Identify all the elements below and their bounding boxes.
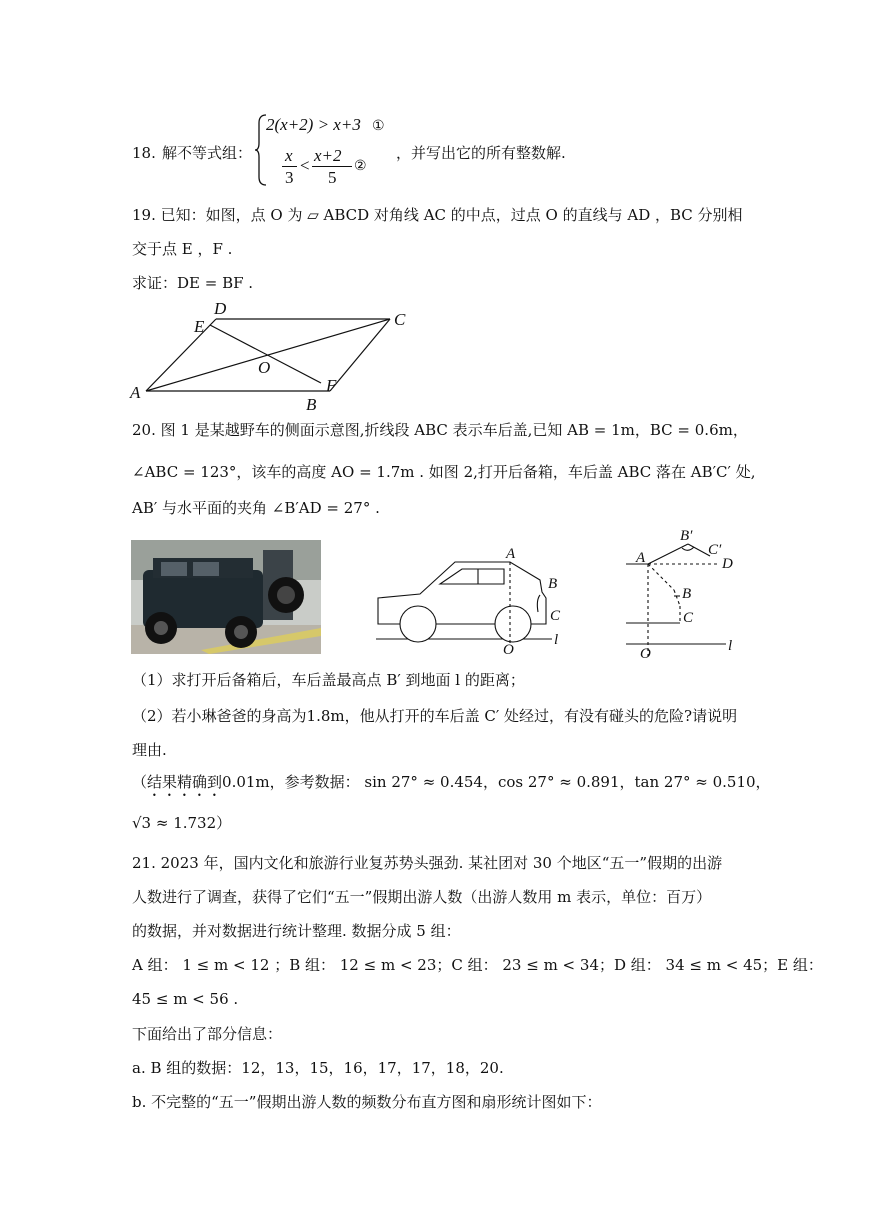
q20-part-2b: 理由. [132, 741, 167, 759]
q20-figure-2 [620, 526, 750, 662]
q18-circle-2: ② [354, 158, 367, 174]
q20-note-open: （ [132, 773, 148, 791]
fig2-label-A: A [636, 550, 646, 566]
q20-note-last: √3 ≈ 1.732） [132, 814, 232, 832]
fig2-label-D: D [722, 556, 733, 572]
q20-note-rest: 0.01m，参考数据： sin 27° ≈ 0.454，cos 27° ≈ 0.891，tan 27° ≈ 0.510， [222, 773, 771, 791]
q18-frac-right-num: x+2 [314, 146, 342, 165]
q21-line-6: 下面给出了部分信息： [132, 1025, 283, 1043]
q21-line-3: 的数据，并对数据进行统计整理. 数据分成 5 组： [132, 922, 461, 940]
q21-line-5: 45 ≤ m < 56 . [132, 990, 239, 1008]
q18-inequality-1: 2(x+2) > x+3 [266, 115, 361, 134]
q20-part-1: （1）求打开后备箱后，车后盖最高点 B′ 到地面 l 的距离； [132, 671, 525, 689]
fig2-label-C: C [683, 610, 694, 626]
q21-line-8: b. 不完整的“五一”假期出游人数的频数分布直方图和扇形统计图如下： [132, 1093, 602, 1111]
fig1-label-B: B [548, 576, 558, 592]
q18-frac-right-bar [312, 166, 352, 167]
fig2-label-B: B [682, 586, 692, 602]
q18-circle-1: ① [372, 118, 385, 134]
q20-line-2: ∠ABC = 123°，该车的高度 AO = 1.7m . 如图 2,打开后备箱，车后盖 ABC 落在 AB′C′ 处, [132, 463, 756, 481]
q18-ineq2-op: < [300, 156, 310, 175]
fig1-label-C: C [550, 608, 561, 624]
q19-line-1: 19. 已知：如图，点 O 为 ▱ ABCD 对角线 AC 的中点，过点 O 的直线与 AD ，BC 分别相 [132, 206, 743, 224]
fig2-label-l: l [728, 638, 733, 654]
q20-part-2a: （2）若小琳爸爸的身高为1.8m，他从打开的车后盖 C′ 处经过，有没有碰头的危险?请说明 [132, 707, 738, 725]
q20-note-dotted: 结果精确到 [147, 773, 223, 791]
fig2-label-O: O [640, 646, 651, 662]
car-window [440, 569, 504, 584]
label-C: C [394, 310, 406, 329]
q18-frac-right-den: 5 [328, 168, 337, 187]
q21-line-1: 21. 2023 年，国内文化和旅游行业复苏势头强劲. 某社团对 30 个地区“五一”假期的出游 [132, 854, 723, 872]
q20-note [132, 772, 771, 800]
q19-line-3: 求证：DE = BF . [132, 274, 254, 292]
q18-frac-left-bar [282, 166, 297, 167]
side-bc [330, 319, 390, 391]
segment-ab-prime [648, 544, 688, 564]
segment-b-prime-c-prime [688, 544, 710, 556]
label-F: F [326, 376, 337, 395]
q19-parallelogram-figure [128, 298, 418, 414]
q20-figure-1-car [368, 540, 578, 658]
q21-line-7: a. B 组的数据：12，13，15，16，17，17，18，20. [132, 1059, 504, 1077]
label-E: E [194, 317, 205, 336]
fig1-label-l: l [554, 632, 559, 648]
q18-number: 18. [132, 144, 156, 162]
label-B: B [306, 395, 317, 414]
label-D: D [214, 299, 227, 318]
fig1-label-O: O [503, 642, 514, 658]
label-A: A [130, 383, 141, 402]
fig1-label-A: A [506, 546, 516, 562]
label-O: O [258, 358, 271, 377]
q21-line-2: 人数进行了调查，获得了它们“五一”假期出游人数（出游人数用 m 表示，单位：百万） [132, 888, 712, 906]
suv-photo [131, 540, 321, 654]
q18-frac-left-den: 3 [285, 168, 294, 187]
q21-line-4: A 组： 1 ≤ m < 12 ；B 组： 12 ≤ m < 23；C 组： 23 ≤ m < 34；D 组： 34 ≤ m < 45；E 组： [132, 956, 823, 974]
q18-tail: ，并写出它的所有整数解. [396, 144, 566, 162]
q20-line-3: AB′ 与水平面的夹角 ∠B′AD = 27° . [132, 499, 380, 517]
q20-line-1: 20. 图 1 是某越野车的侧面示意图,折线段 ABC 表示车后盖,已知 AB = 1m，BC = 0.6m， [132, 421, 748, 439]
fig2-label-Cp: C′ [708, 542, 722, 558]
q19-line-2: 交于点 E ，F . [132, 240, 233, 258]
q18-lead: 解不等式组： [162, 144, 253, 162]
fig2-label-Bp: B′ [680, 528, 693, 544]
q18-frac-left-num: x [285, 146, 293, 165]
